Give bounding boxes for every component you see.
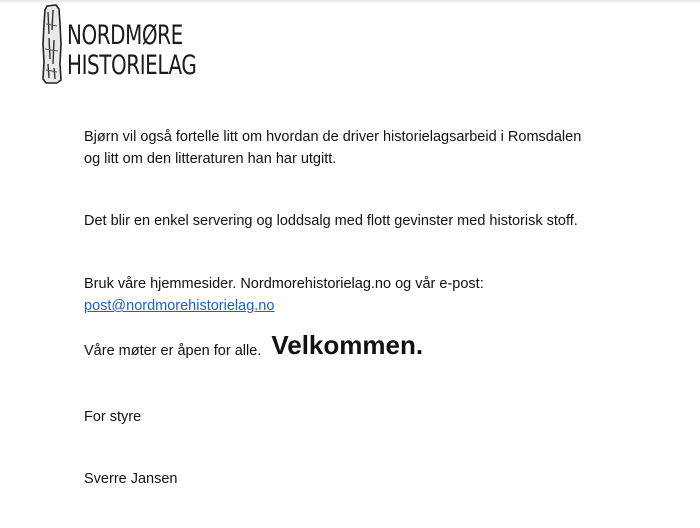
logo-text: [67, 21, 196, 81]
serving-paragraph: Det blir en enkel servering og loddsalg med flott gevinster med historisk stoff.: [84, 213, 578, 229]
logo-line-2: HISTORIELAG: [67, 50, 197, 81]
signature: Sverre Jansen: [84, 471, 178, 487]
website-text: Bruk våre hjemmesider. Nordmorehistorielag.no og vår e-post:: [84, 276, 484, 292]
email-link[interactable]: post@nordmorehistorielag.no: [84, 298, 275, 314]
logo-line-1: NORDMØRE: [67, 20, 183, 51]
intro-paragraph: [84, 126, 581, 170]
open-meetings-text: Våre møter er åpen for alle.: [84, 343, 262, 359]
welcome-heading: Velkommen.: [271, 330, 424, 360]
website-paragraph: [84, 273, 484, 317]
closing-text: For styre: [84, 409, 142, 425]
logo: [40, 4, 197, 86]
runestone-icon: [40, 4, 64, 84]
intro-line-2: og litt om den litteraturen han har utgitt.: [84, 151, 337, 167]
intro-line-1: Bjørn vil også fortelle litt om hvordan de driver historielagsarbeid i Romsdalen: [84, 129, 582, 145]
open-meetings-paragraph: [84, 330, 424, 362]
